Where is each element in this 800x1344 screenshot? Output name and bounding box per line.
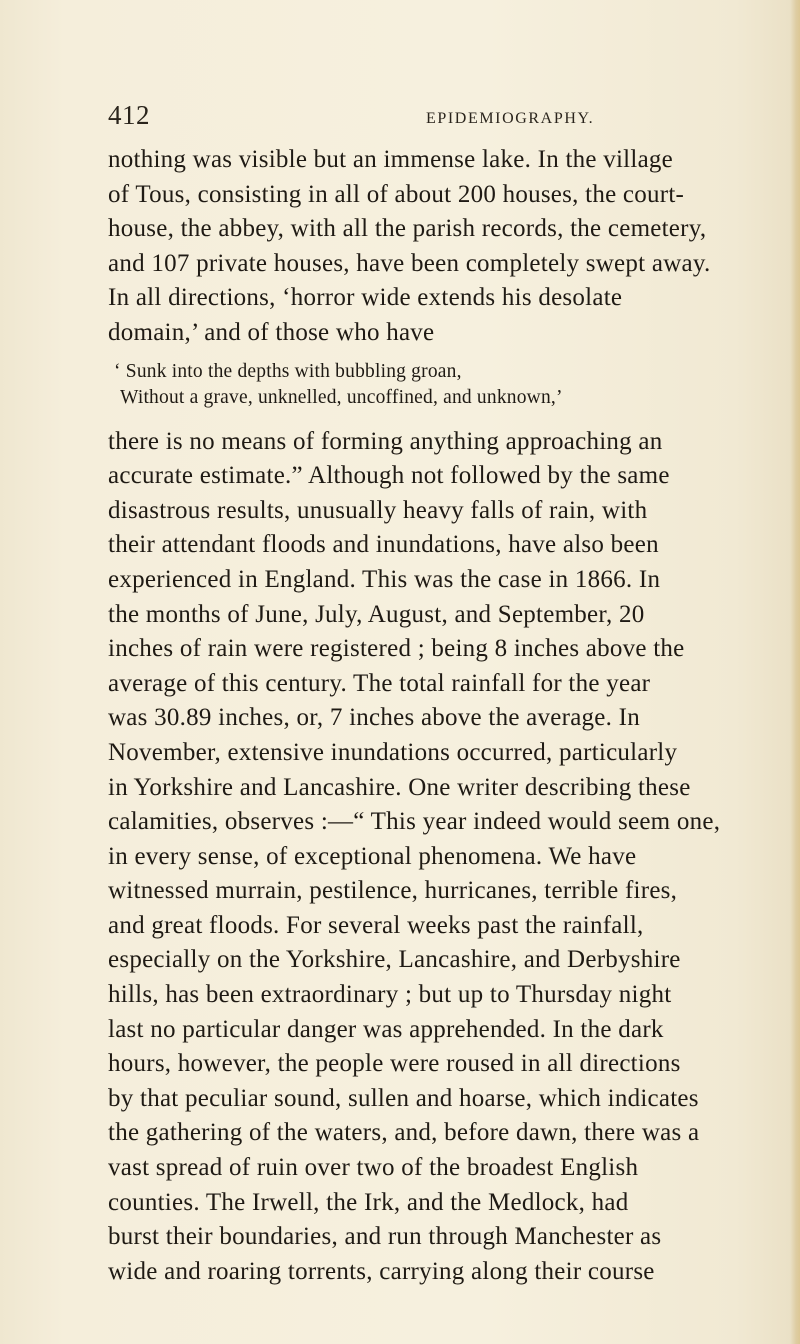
text-line: the months of June, July, August, and September, 20 (108, 600, 645, 628)
text-line: there is no means of forming anything approaching an (108, 427, 663, 455)
quote-line: ‘ Sunk into the depths with bubbling groan, (114, 360, 462, 382)
text-line: especially on the Yorkshire, Lancashire, and Derbyshire (108, 946, 681, 974)
page-header (108, 96, 748, 136)
text-line: their attendant floods and inundations, have also been (108, 531, 659, 559)
text-line: domain,’ and of those who have (108, 318, 435, 346)
text-line: of Tous, consisting in all of about 200 houses, the court- (108, 180, 685, 208)
running-title: EPIDEMIOGRAPHY. (426, 110, 595, 127)
text-line: and 107 private houses, have been completely swept away. (108, 249, 711, 277)
page-number: 412 (108, 100, 150, 130)
verse-quotation (108, 359, 744, 411)
text-line: average of this century. The total rainfall for the year (108, 669, 651, 697)
text-line: the gathering of the waters, and, before dawn, there was a (108, 1119, 700, 1147)
text-line: In all directions, ‘horror wide extends his desolate (108, 284, 623, 312)
text-line: nothing was visible but an immense lake. In the village (108, 146, 674, 173)
text-line: house, the abbey, with all the parish records, the cemetery, (108, 215, 707, 243)
text-line: disastrous results, unusually heavy falls of rain, with (108, 496, 648, 524)
text-line: was 30.89 inches, or, 7 inches above the average. In (108, 704, 640, 732)
text-line: and great floods. For several weeks past the rainfall, (108, 911, 644, 939)
page-edge-shadow (790, 0, 800, 1344)
quote-line: Without a grave, unknelled, uncoffined, and unknown,’ (120, 386, 563, 408)
body-text (108, 143, 744, 1289)
text-line: vast spread of ruin over two of the broadest English (108, 1154, 639, 1182)
text-line: witnessed murrain, pestilence, hurricanes, terrible fires, (108, 877, 678, 905)
text-line: in every sense, of exceptional phenomena. We have (108, 842, 637, 870)
text-line: last no particular danger was apprehended. In the dark (108, 1015, 664, 1043)
text-line: wide and roaring torrents, carrying along their course (108, 1257, 655, 1285)
text-line: November, extensive inundations occurred, particularly (108, 738, 678, 766)
text-line: burst their boundaries, and run through Manchester as (108, 1223, 662, 1251)
text-line: hours, however, the people were roused in all directions (108, 1050, 681, 1078)
text-line: experienced in England. This was the case in 1866. In (108, 565, 661, 593)
text-line: inches of rain were registered ; being 8 inches above the (108, 635, 685, 663)
text-line: accurate estimate.” Although not followed by the same (108, 462, 670, 490)
paragraph-2 (108, 425, 744, 1290)
text-line: hills, has been extraordinary ; but up to Thursday night (108, 981, 672, 1009)
paragraph-1 (108, 143, 744, 351)
text-line: calamities, observes :—“ This year indeed would seem one, (108, 808, 721, 836)
text-line: counties. The Irwell, the Irk, and the Medlock, had (108, 1188, 629, 1216)
text-line: by that peculiar sound, sullen and hoarse, which indicates (108, 1084, 699, 1112)
text-line: in Yorkshire and Lancashire. One writer describing these (108, 773, 691, 801)
